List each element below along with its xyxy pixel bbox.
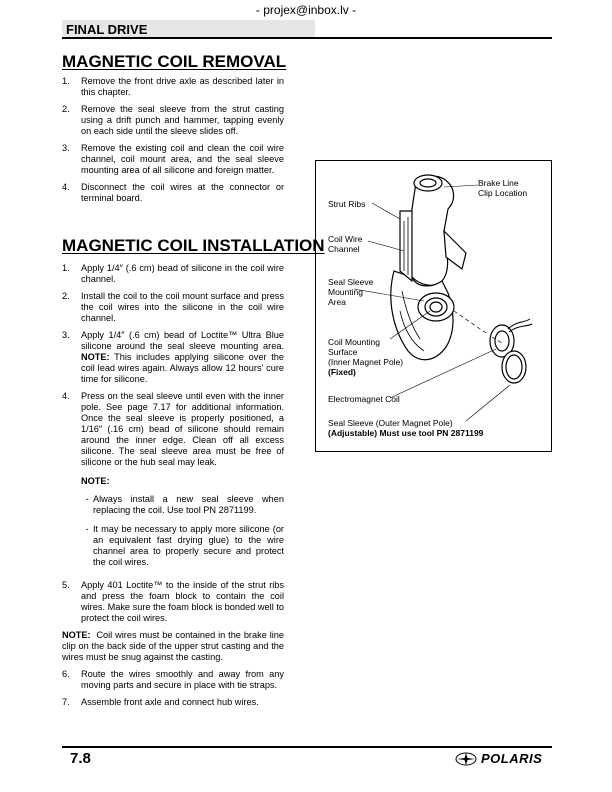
label-seal-sleeve-mounting: Seal Sleeve Mounting Area — [328, 277, 374, 307]
label-brake-line: Brake Line Clip Location — [478, 178, 528, 198]
installation-heading: MAGNETIC COIL INSTALLATION — [62, 236, 325, 255]
label-coil-wire-channel: Coil Wire Channel — [328, 234, 363, 254]
label-seal-sleeve-outer: Seal Sleeve (Outer Magnet Pole) (Adjustable) Must use tool PN 2871199 — [328, 418, 484, 438]
list-item: 5. Apply 401 Loctite™ to the inside of the strut ribs and press the foam block to contain the coil wires. Make sure the foam block is bonded well to protect the coil wires. — [62, 580, 284, 623]
list-item: 2. Remove the seal sleeve from the strut casting using a drift punch and hammer, tapping evenly on each side until the sleeve slides off. — [62, 104, 284, 136]
installation-steps — [62, 263, 284, 714]
footer-rule — [62, 746, 552, 748]
star-icon — [455, 752, 477, 766]
note-heading: NOTE: — [81, 476, 110, 486]
note-block — [81, 476, 284, 568]
label-coil-mounting-surface: Coil Mounting Surface (Inner Magnet Pole) (Fixed) — [328, 337, 404, 377]
list-item: 2. Install the coil to the coil mount surface and press the coil wires into the silicone in the coil wire channel. — [62, 291, 284, 323]
list-item: 1. Apply 1/4″ (.6 cm) bead of silicone in the coil wire channel. — [62, 263, 284, 284]
list-item: 3. Remove the existing coil and clean the coil wire channel, coil mount area, and the seal sleeve mounting area of all silicone and foreign matter. — [62, 143, 284, 175]
coil-wire-note: NOTE: Coil wires must be contained in the brake line clip on the back side of the upper strut casting and the wires must be snug against the casting. — [62, 630, 284, 662]
list-item: 6. Route the wires smoothly and away from any moving parts and secure in place with tie straps. — [62, 669, 284, 690]
list-item: 7. Assemble front axle and connect hub wires. — [62, 697, 259, 707]
coil-diagram — [315, 160, 552, 452]
list-item: 4. Disconnect the coil wires at the connector or terminal board. — [62, 182, 284, 203]
list-item: 3. Apply 1/4″ (.6 cm) bead of Loctite™ Ultra Blue silicone around the seal sleeve mounting area. NOTE: This includes applying silicone over the coil lead wires again. Always allow 12 hours’ cure time for silicone. — [62, 330, 284, 384]
watermark: - projex@inbox.lv - — [255, 3, 357, 17]
header-rule — [62, 37, 552, 39]
page-number: 7.8 — [70, 750, 91, 767]
label-electromagnet-coil: Electromagnet Coil — [328, 394, 400, 404]
removal-steps — [62, 76, 284, 210]
list-item: 4. Press on the seal sleeve until even with the inner pole. See page 7.17 for additional information. Once the seal sleeve is properly positioned, a 1/16″ (.16 cm) bead of silicone should remain around the inner edge. Clean off all excess silicone. The seal sleeve area must be free of silicone or the hub seal may leak. — [62, 391, 284, 467]
note-item: - It may be necessary to apply more silicone (or an equivalent fast drying glue) to the wire channel area to properly secure and protect the coil wires. — [85, 524, 284, 567]
brand-name: POLARIS — [481, 751, 543, 766]
polaris-logo — [455, 751, 542, 766]
note-item: - Always install a new seal sleeve when replacing the coil. Use tool PN 2871199. — [85, 494, 284, 515]
label-strut-ribs: Strut Ribs — [328, 199, 366, 209]
removal-heading: MAGNETIC COIL REMOVAL — [62, 52, 287, 71]
list-item: 1. Remove the front drive axle as described later in this chapter. — [62, 76, 284, 97]
section-title: FINAL DRIVE — [66, 22, 148, 37]
